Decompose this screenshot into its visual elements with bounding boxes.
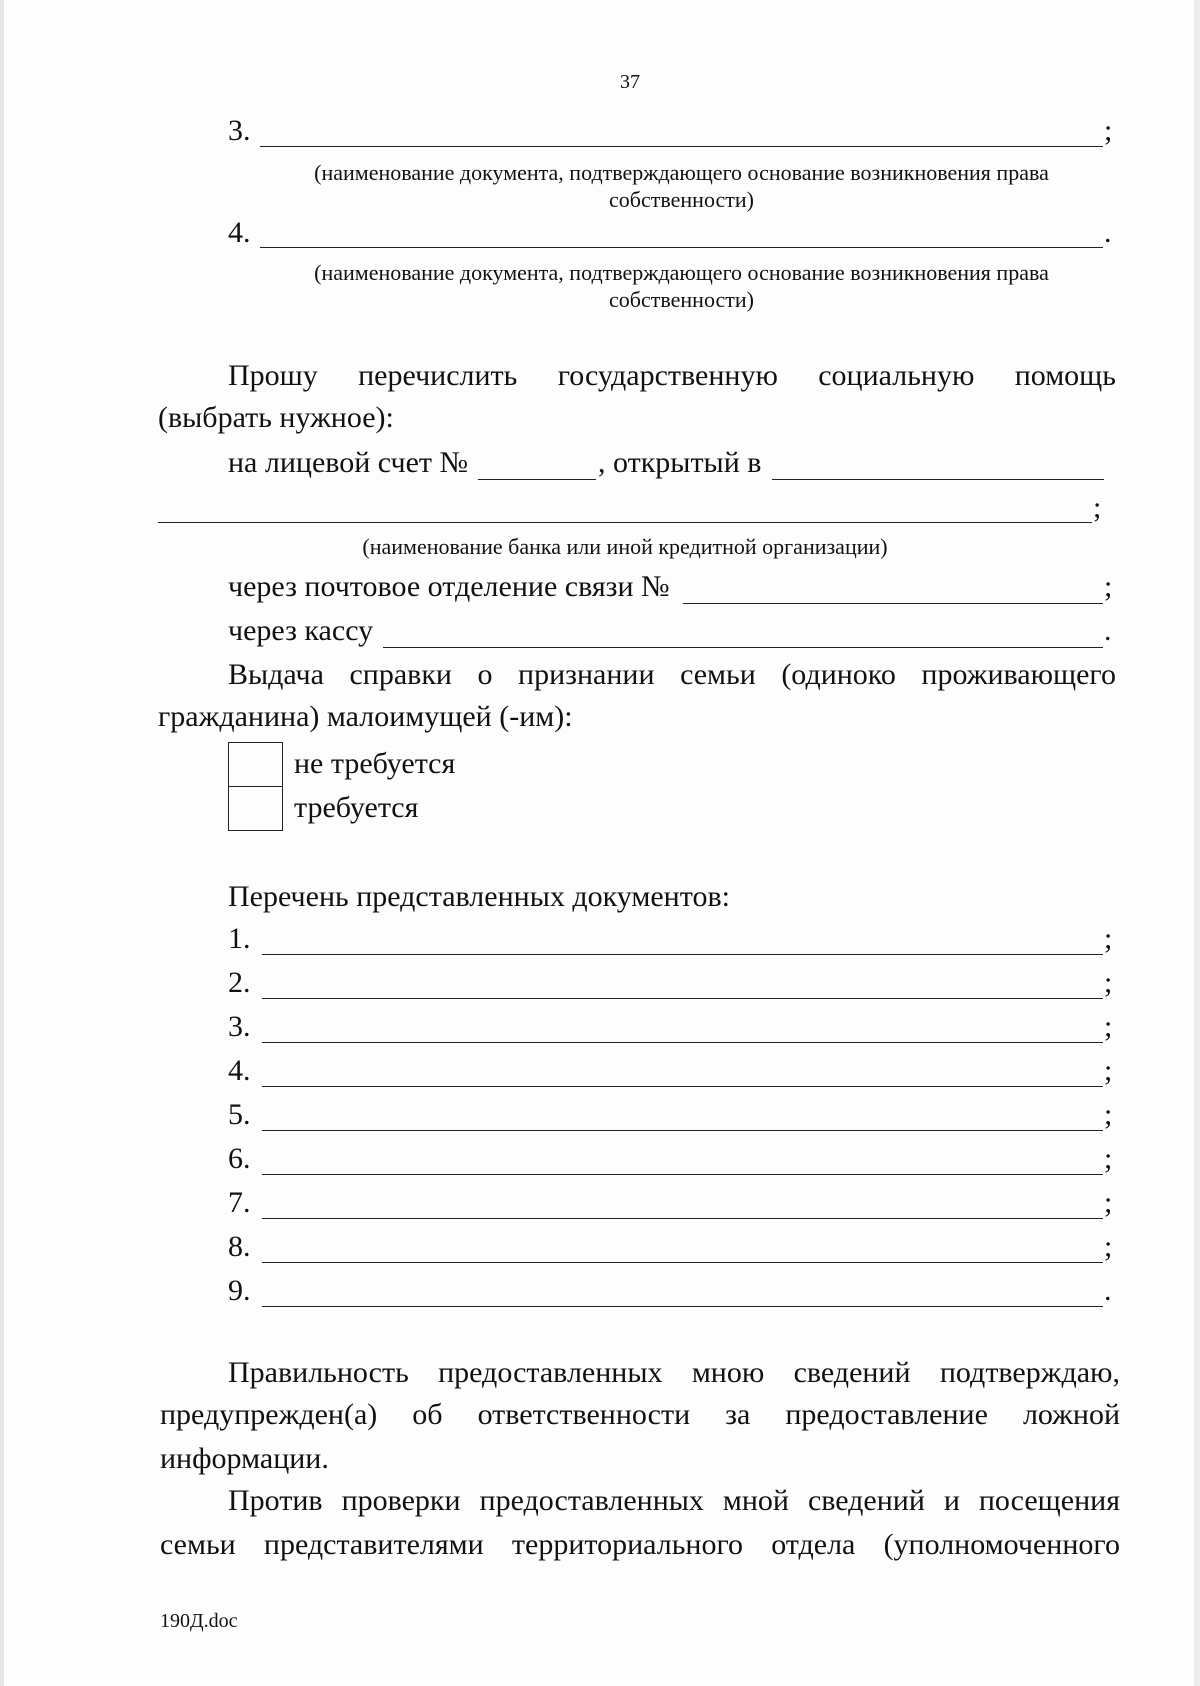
ownership-item-3-number: 3.	[228, 114, 251, 147]
opened-in-label: , открытый в	[598, 446, 762, 479]
ownership-item-4-end: .	[1104, 216, 1112, 249]
cash-desk-label: через кассу	[228, 614, 374, 647]
word: справки	[349, 658, 452, 691]
word: семьи	[680, 658, 756, 691]
cash-desk-end: .	[1104, 614, 1112, 647]
confirmation-line-2	[160, 1398, 1120, 1432]
document-item-end: ;	[1104, 966, 1113, 999]
ownership-item-4-caption-1: (наименование документа, подтверждающего основание возникновения права	[314, 260, 1049, 285]
document-item-number: 8.	[228, 1230, 251, 1263]
bank-caption: (наименование банка или иной кредитной организации)	[362, 534, 888, 559]
document-item-end: ;	[1104, 1098, 1113, 1131]
bank-name-line-1[interactable]	[772, 479, 1104, 480]
word: Прошу	[228, 359, 318, 392]
ownership-item-3-caption-2: собственности)	[609, 187, 754, 212]
bank-line-end: ;	[1093, 491, 1102, 524]
word: перечислить	[358, 359, 518, 392]
document-item-number: 7.	[228, 1186, 251, 1219]
document-item-line[interactable]	[262, 954, 1103, 955]
word: проверки	[341, 1484, 461, 1517]
cash-desk-line[interactable]	[383, 647, 1103, 648]
word: мною	[691, 1356, 765, 1389]
word: Выдача	[228, 658, 324, 691]
document-item-end: ;	[1104, 1142, 1113, 1175]
document-item-line[interactable]	[262, 998, 1103, 999]
document-item-number: 1.	[228, 922, 251, 955]
word: признании	[518, 658, 655, 691]
ownership-item-4-number: 4.	[228, 216, 251, 249]
document-item-number: 6.	[228, 1142, 251, 1175]
post-office-line[interactable]	[683, 603, 1103, 604]
document-item-line[interactable]	[262, 1042, 1103, 1043]
document-item-end: ;	[1104, 1186, 1113, 1219]
word: Правильность	[228, 1356, 409, 1389]
required-label: требуется	[294, 791, 419, 824]
word: ответственности	[477, 1398, 691, 1431]
ownership-item-3-end: ;	[1104, 114, 1113, 147]
scan-edge-right	[1194, 0, 1200, 1686]
document-item-end: .	[1104, 1274, 1112, 1307]
confirmation-line-3: информации.	[160, 1442, 329, 1475]
document-item-line[interactable]	[262, 1262, 1103, 1263]
page-number: 37	[620, 71, 640, 93]
scan-edge-left	[0, 0, 4, 1686]
ownership-item-4-caption-2: собственности)	[609, 287, 754, 312]
word: подтверждаю,	[939, 1356, 1120, 1389]
word: ложной	[1022, 1398, 1120, 1431]
word: помощь	[1014, 359, 1116, 392]
word: о	[477, 658, 493, 691]
word: (уполномоченного	[883, 1528, 1120, 1561]
document-item-number: 2.	[228, 966, 251, 999]
certificate-line-2: гражданина) малоимущей (-им):	[158, 700, 573, 733]
word: предупрежден(а)	[160, 1398, 378, 1431]
document-item-number: 5.	[228, 1098, 251, 1131]
transfer-request-line-1	[228, 359, 1116, 393]
word: предоставленных	[479, 1484, 704, 1517]
document-item-line[interactable]	[262, 1086, 1103, 1087]
word: предоставление	[785, 1398, 988, 1431]
word: территориального	[511, 1528, 743, 1561]
transfer-request-line-2: (выбрать нужное):	[158, 401, 394, 434]
not-required-label: не требуется	[294, 747, 456, 780]
word: семьи	[160, 1528, 236, 1561]
post-office-label: через почтовое отделение связи №	[228, 570, 670, 603]
word: государственную	[557, 359, 778, 392]
not-required-checkbox[interactable]	[228, 742, 283, 787]
documents-title: Перечень представленных документов:	[228, 880, 730, 913]
word: отдела	[771, 1528, 856, 1561]
word: Против	[228, 1484, 323, 1517]
account-label: на лицевой счет №	[228, 446, 469, 479]
document-item-number: 3.	[228, 1010, 251, 1043]
document-item-end: ;	[1104, 922, 1113, 955]
word: сведений	[793, 1356, 911, 1389]
word: об	[412, 1398, 443, 1431]
consent-line-2	[160, 1528, 1120, 1562]
document-item-end: ;	[1104, 1230, 1113, 1263]
word: за	[725, 1398, 751, 1431]
post-office-end: ;	[1104, 570, 1113, 603]
required-checkbox[interactable]	[228, 786, 283, 831]
word: мной	[722, 1484, 789, 1517]
word: социальную	[818, 359, 975, 392]
ownership-item-3-caption-1: (наименование документа, подтверждающего основание возникновения права	[314, 160, 1049, 185]
consent-line-1	[228, 1484, 1120, 1518]
document-item-number: 9.	[228, 1274, 251, 1307]
ownership-item-4-line[interactable]	[260, 247, 1103, 248]
ownership-item-3-line[interactable]	[260, 146, 1103, 147]
document-item-line[interactable]	[262, 1130, 1103, 1131]
footer-filename: 190Д.doc	[160, 1610, 238, 1632]
document-item-number: 4.	[228, 1054, 251, 1087]
document-item-line[interactable]	[262, 1218, 1103, 1219]
bank-name-line-2[interactable]	[158, 522, 1092, 523]
document-item-line[interactable]	[262, 1174, 1103, 1175]
word: посещения	[978, 1484, 1120, 1517]
certificate-line-1	[228, 658, 1116, 692]
word: (одиноко	[781, 658, 896, 691]
document-item-line[interactable]	[262, 1306, 1103, 1307]
word: и	[943, 1484, 960, 1517]
document-item-end: ;	[1104, 1054, 1113, 1087]
account-number-line[interactable]	[478, 479, 596, 480]
document-item-end: ;	[1104, 1010, 1113, 1043]
word: предоставленных	[438, 1356, 663, 1389]
confirmation-line-1	[228, 1356, 1120, 1390]
word: сведений	[807, 1484, 925, 1517]
word: представителями	[263, 1528, 484, 1561]
word: проживающего	[921, 658, 1116, 691]
